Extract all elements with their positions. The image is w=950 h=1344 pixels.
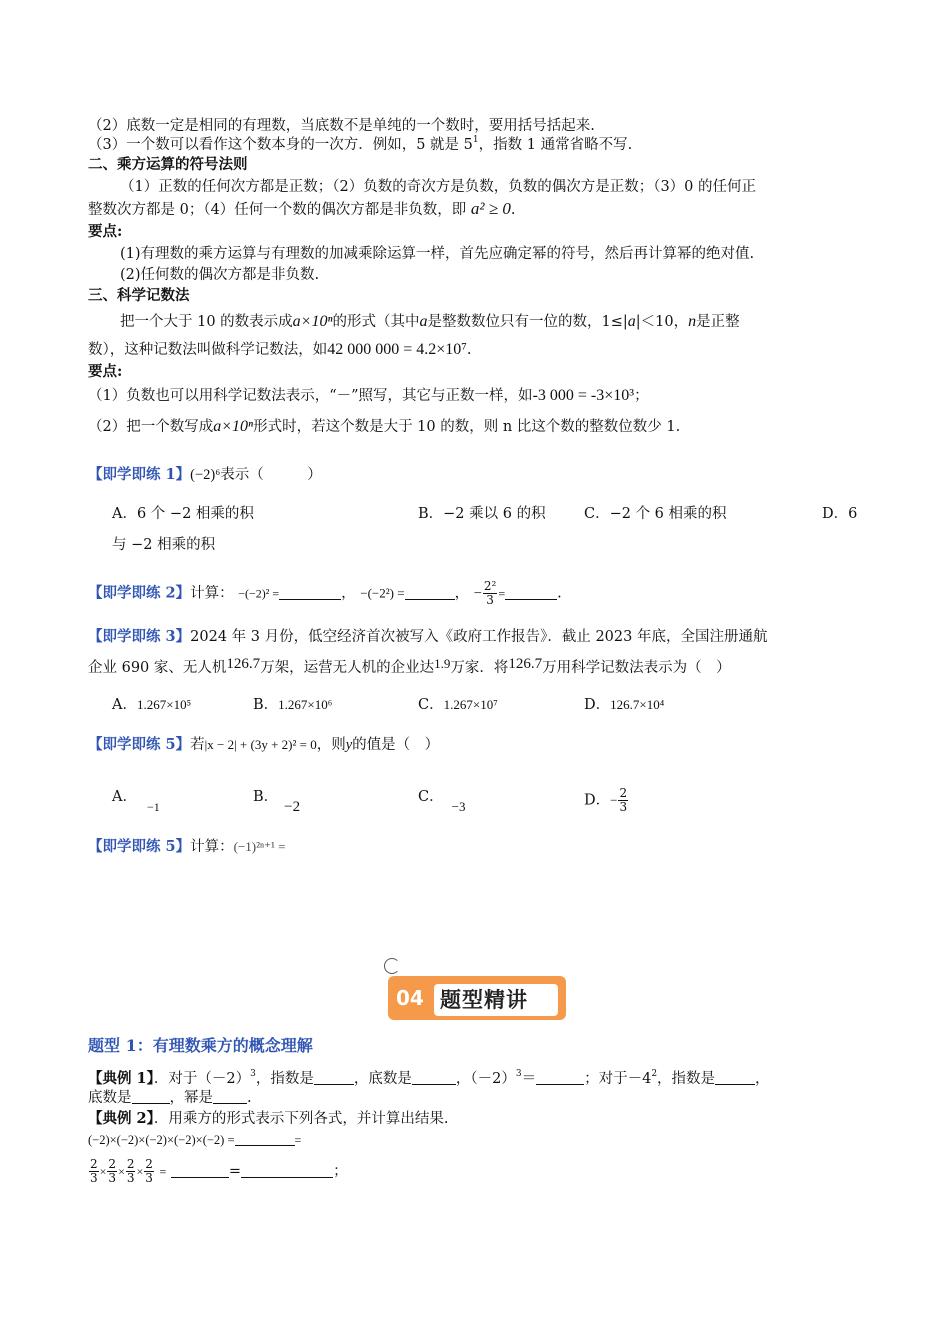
minus-sign: −	[610, 792, 618, 808]
var-a: a	[627, 313, 636, 330]
denominator: 3	[126, 1171, 135, 1185]
times-sign: ×	[99, 1164, 107, 1179]
numerator: 2	[619, 786, 628, 800]
banner-number: 04	[396, 986, 424, 1010]
answer-blank[interactable]	[715, 1070, 755, 1085]
paperclip-icon	[384, 958, 400, 974]
option-label: A．	[112, 789, 137, 805]
denominator: 3	[90, 1171, 98, 1185]
option-value: 126.7×10⁴	[610, 697, 665, 712]
period: .	[557, 585, 562, 602]
text: ；	[634, 388, 649, 404]
section-2-para-1: （1）正数的任何次方都是正数；（2）负数的奇次方是负数，负数的偶次方是正数；（3）0 的任何正	[120, 179, 757, 195]
text: ，底数是	[353, 1071, 412, 1087]
power-math: (−2)⁶	[190, 467, 221, 483]
answer-blank[interactable]	[171, 1163, 229, 1178]
exercise-3-option-d[interactable]	[584, 695, 664, 715]
denominator: 3	[619, 800, 628, 814]
numerator: 2²	[483, 579, 497, 593]
exercise-tag: 【即学即练 5】	[88, 838, 191, 855]
text: 底数是	[88, 1090, 132, 1106]
fraction	[483, 580, 497, 607]
sec3-key-1	[88, 386, 649, 406]
denominator: 3	[145, 1171, 153, 1185]
exercise-1-option-d-cont: 与 −2 相乘的积	[112, 537, 216, 553]
equals: =	[498, 586, 506, 601]
text: ，（－2）	[455, 1071, 516, 1087]
banner-title: 题型精讲	[440, 988, 528, 1012]
answer-blank[interactable]	[314, 1070, 354, 1085]
section-3-para-1	[120, 312, 740, 332]
option-value: 1.267×10⁵	[136, 697, 192, 712]
text: （2）把一个数写成	[88, 419, 214, 435]
exercise-3-option-a[interactable]	[112, 695, 191, 715]
exercise-5b	[88, 837, 285, 857]
text: |＜10，	[635, 314, 689, 330]
key-points-label-2: 要点:	[88, 363, 123, 380]
answer-blank-2[interactable]	[405, 585, 455, 600]
section-3-heading: 三、科学记数法	[88, 287, 190, 304]
period: .	[510, 202, 516, 218]
exercise-5a-option-d[interactable]	[584, 787, 629, 814]
key-points-label: 要点:	[88, 223, 123, 240]
section-2-heading: 二、乘方运算的符号法则	[88, 156, 248, 173]
answer-blank-1[interactable]	[279, 585, 341, 600]
text: 形式时，若这个数是大于 10 的数，则 n 比这个数的整数位数少 1.	[253, 419, 681, 435]
answer-blank-3[interactable]	[505, 585, 557, 600]
sec3-key-2	[88, 417, 680, 437]
key-point-1: (1)有理数的乘方运算与有理数的加减乘除运算一样，首先应确定幂的符号，然后再计算幂的绝对值.	[120, 246, 755, 262]
text: 万用科学记数法表示为（ ）	[542, 660, 731, 676]
exercise-tag: 【即学即练 1】	[88, 466, 191, 483]
exercise-3-option-b[interactable]	[253, 695, 332, 715]
exercise-1-option-d[interactable]: D．6	[822, 506, 858, 522]
semicolon: ；	[333, 1163, 348, 1180]
exponent: 1	[472, 135, 479, 145]
exercise-3	[88, 627, 767, 647]
text: 是正整	[696, 314, 740, 330]
text: 是整数数位只有一位的数，1≤|	[427, 314, 628, 330]
var-n: n	[688, 313, 697, 330]
fraction	[618, 787, 628, 814]
text: ；对于－4	[584, 1071, 652, 1087]
answer-blank[interactable]	[412, 1070, 456, 1085]
denominator: 3	[108, 1171, 117, 1185]
exponent: 2	[651, 1069, 658, 1079]
text: ．对于（－2）	[153, 1071, 251, 1087]
exercise-3-option-c[interactable]	[418, 695, 498, 715]
expression-2: −(−2²) =	[360, 585, 405, 601]
exercise-3-line-2	[88, 658, 731, 678]
option-label: D．	[584, 697, 611, 713]
numerator: 2	[126, 1157, 135, 1171]
example-tag: 【典例 1】	[88, 1070, 154, 1087]
exponent: 3	[250, 1069, 256, 1079]
intro-line-2: （2）底数一定是相同的有理数，当底数不是单纯的一个数时，要用括号括起来.	[88, 118, 595, 134]
expression: (−1)²ⁿ⁺¹ =	[233, 839, 286, 854]
exercise-1-option-a[interactable]: A．6 个 −2 相乘的积	[112, 506, 254, 522]
option-value: −3	[451, 799, 466, 814]
numerator: 2	[108, 1157, 117, 1171]
option-label: B．	[253, 697, 279, 713]
answer-blank[interactable]	[235, 1131, 295, 1146]
fraction	[144, 1158, 154, 1185]
exercise-5a-option-b[interactable]	[253, 787, 301, 815]
option-label: A．	[112, 697, 137, 713]
exponent: 3	[515, 1069, 522, 1079]
text: 把一个大于 10 的数表示成	[120, 314, 293, 330]
exercise-1	[88, 465, 322, 485]
var-y: y	[345, 737, 353, 753]
negative-sci-example: -3 000 = -3×10³	[532, 387, 635, 404]
exercise-5a	[88, 735, 439, 755]
option-label: C．	[418, 789, 444, 805]
answer-blank[interactable]	[132, 1089, 170, 1104]
example-1	[88, 1069, 770, 1089]
equals: =	[228, 1163, 242, 1180]
section-3-para-2	[88, 340, 471, 360]
exercise-tag: 【即学即练 5】	[88, 736, 191, 753]
option-value: 1.267×10⁶	[278, 697, 333, 712]
times-sign: ×	[118, 1164, 125, 1179]
text: 的形式（其中	[332, 314, 420, 330]
inequality-math: a² ≥ 0	[470, 199, 511, 218]
minus-sign: −	[473, 585, 482, 602]
text: 的值是（ ）	[352, 737, 440, 753]
expression-1: −(−2)² =	[238, 586, 280, 601]
sci-notation-math: a×10ⁿ	[213, 418, 254, 435]
answer-blank[interactable]	[241, 1163, 333, 1178]
fraction	[107, 1158, 117, 1185]
option-label: C．	[418, 697, 444, 713]
text: （1）负数也可以用科学记数法表示，“－”照写，其它与正数一样，如	[88, 388, 533, 404]
sci-notation-example: 42 000 000 = 4.2×10⁷	[327, 341, 467, 358]
text: 万家．将	[450, 660, 509, 676]
denominator: 3	[486, 593, 494, 607]
intro-line-3-text: （3）一个数可以看作这个数本身的一次方．例如，5 就是 5	[88, 137, 473, 153]
example-1-line-2	[88, 1088, 252, 1108]
times-sign: ×	[136, 1164, 144, 1179]
option-label: D．	[584, 792, 611, 809]
var-a: a	[419, 313, 428, 330]
example-2	[88, 1109, 449, 1129]
number: 1.9	[434, 656, 451, 671]
number: 126.7	[226, 656, 261, 672]
equation: |x − 2| + (3y + 2)² = 0	[204, 737, 317, 752]
section-banner	[384, 972, 568, 1022]
exercise-tag: 【即学即练 2】	[88, 584, 191, 602]
text: 2024 年 3 月份，低空经济首次被写入《政府工作报告》．截止 2023 年底，全国注册通航	[190, 629, 768, 645]
option-label: B．	[253, 789, 279, 805]
sci-notation-math: a×10ⁿ	[292, 313, 333, 330]
period: .	[247, 1090, 252, 1106]
exercise-1-option-c[interactable]: C．−2 个 6 相乘的积	[584, 506, 727, 522]
option-value: −1	[146, 800, 160, 814]
text: 计算：	[190, 585, 234, 602]
text: ，则	[316, 737, 346, 753]
type-1-heading: 题型 1：有理数乘方的概念理解	[88, 1036, 313, 1055]
example-2-line-1	[88, 1130, 301, 1150]
text: ，幂是	[169, 1090, 213, 1106]
text: 若	[190, 737, 205, 753]
intro-line-3	[88, 135, 632, 155]
text: ，指数是	[255, 1071, 314, 1087]
section-2-para-2-text: 整数次方都是 0；（4）任何一个数的偶次方都是非负数，即	[88, 202, 467, 218]
answer-blank[interactable]	[213, 1089, 247, 1104]
option-value: −2	[284, 799, 301, 815]
text: ，	[755, 1071, 770, 1087]
text: 万架，运营无人机的企业达	[260, 660, 435, 676]
intro-line-3-end: ，指数 1 通常省略不写.	[478, 137, 633, 153]
example-tag: 【典例 2】	[88, 1110, 154, 1127]
number: 126.7	[508, 656, 543, 672]
exercise-5a-option-a[interactable]	[112, 787, 160, 814]
exercise-5a-option-c[interactable]	[418, 787, 466, 814]
fraction	[89, 1158, 99, 1185]
fraction	[126, 1158, 136, 1185]
text: ，指数是	[657, 1071, 716, 1087]
exercise-tag: 【即学即练 3】	[88, 628, 191, 645]
example-2-line-2	[88, 1158, 348, 1185]
answer-blank[interactable]	[536, 1070, 584, 1085]
text: 表示（ ）	[220, 467, 322, 483]
option-value: 1.267×10⁷	[443, 697, 498, 712]
equals: =	[294, 1133, 302, 1147]
text: ．用乘方的形式表示下列各式，并计算出结果.	[153, 1111, 449, 1127]
product-expression: (−2)×(−2)×(−2)×(−2)×(−2) =	[88, 1133, 235, 1147]
exercise-2: 【即学即练 2】计算： −(−2)² = ， −(−2²) = ， − $\frac{\text{2²}}{3}$ = .	[88, 579, 562, 607]
numerator: 2	[145, 1157, 153, 1171]
text: 数），这种记数法叫做科学记数法，如	[88, 342, 328, 358]
section-2-para-2	[88, 199, 515, 220]
exercise-1-option-b[interactable]: B．−2 乘以 6 的积	[418, 506, 546, 522]
text: 计算：	[190, 839, 234, 855]
numerator: 2	[90, 1157, 98, 1171]
period: .	[466, 342, 472, 358]
equals: =	[159, 1164, 167, 1179]
text: 企业 690 家、无人机	[88, 660, 227, 676]
text: ＝	[521, 1071, 537, 1087]
key-point-2: (2)任何数的偶次方都是非负数.	[120, 267, 320, 283]
